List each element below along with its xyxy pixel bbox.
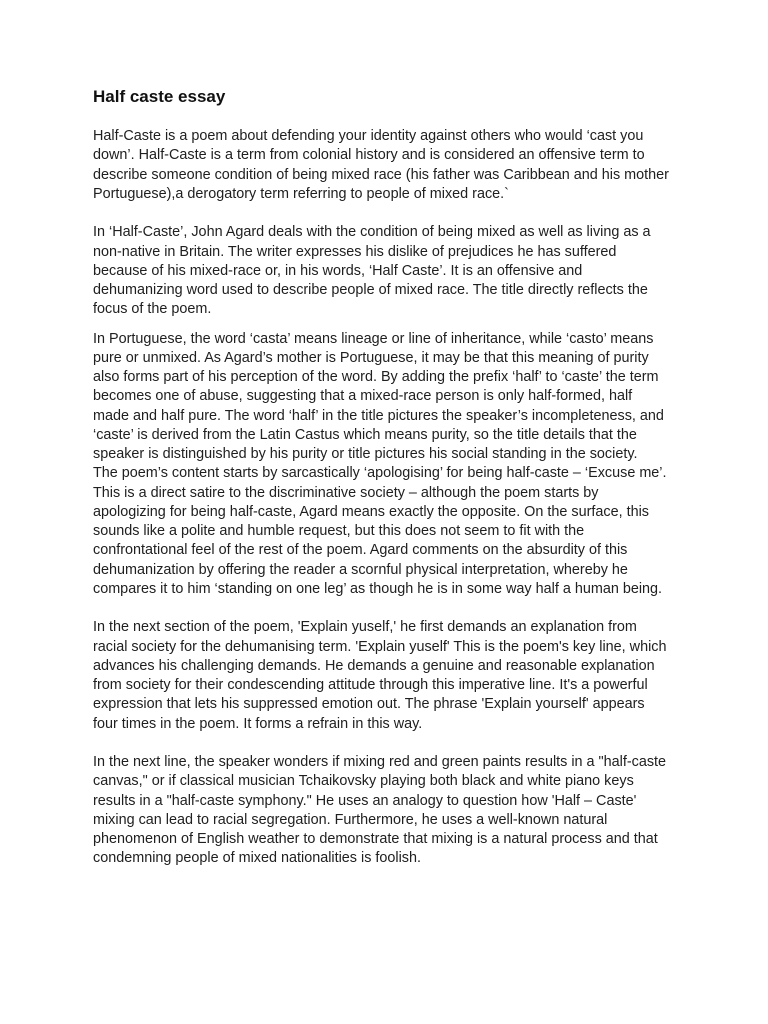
paragraph-agard-condition: In ‘Half-Caste’, John Agard deals with the condition of being mixed as well as living as a non-native in Britain. The writer expresses his dislike of prejudices he has suffered because of his mixed-race or, in his words, ‘Half Caste’. It is an offensive and dehumanizing word used to describe people of mixed race. The title directly reflects the focus of the poem. <box>93 224 651 318</box>
document-title: Half caste essay <box>93 87 226 106</box>
paragraph-poem-content: The poem’s content starts by sarcastically ‘apologising’ for being half-caste – ‘Excuse me’. This is a direct satire to the discriminative society – although the poem starts by apologizing for being half-caste, Agard means exactly the opposite. On the surface, this sounds like a polite and humble request, but this does not seem to fit with the confrontational feel of the rest of the poem. Agard comments on the absurdity of this dehumanization by offering the reader a scornful physical interpretation, whereby he compares it to him ‘standing on one leg’ as though he is in some way half a human being. <box>93 465 667 597</box>
paragraph-intro: Half-Caste is a poem about defending your identity against others who would ‘cast you down’. Half-Caste is a term from colonial history and is considered an offensive term to describe someone condition of being mixed race (his father was Caribbean and his mother Portuguese),a derogatory term referring to people of mixed race.` <box>93 128 669 202</box>
document-page <box>93 86 671 869</box>
paragraph-mixing-analogy: In the next line, the speaker wonders if mixing red and green paints results in a "half-caste canvas," or if classical musician Tchaikovsky playing both black and white piano keys results in a "half-caste symphony." He uses an analogy to question how 'Half – Caste' mixing can lead to racial segregation. Furthermore, he uses a well-known natural phenomenon of English weather to demonstrate that mixing is a natural process and that condemning people of mixed nationalities is foolish. <box>93 754 667 867</box>
paragraph-portuguese-meaning: In Portuguese, the word ‘casta’ means lineage or line of inheritance, while ‘casto’ means pure or unmixed. As Agard’s mother is Portuguese, it may be that this meaning of purity also forms part of his perception of the word. By adding the prefix ‘half’ to ‘caste’ the term becomes one of abuse, suggesting that a mixed-race person is only half-formed, half made and half pure. The word ‘half’ in the title pictures the speaker’s incompleteness, and ‘caste’ is derived from the Latin Castus which means purity, so the title details that the speaker is distinguished by his purity or title pictures his social standing in the society. <box>93 330 664 462</box>
paragraph-explain-yuself: In the next section of the poem, 'Explain yuself,' he first demands an explanation from racial society for the dehumanising term. 'Explain yuself' This is the poem's key line, which advances his challenging demands. He demands a genuine and reasonable explanation from society for their condescending attitude through this imperative line. It's a powerful expression that lets his suppressed emotion out. The phrase 'Explain yourself' appears four times in the poem. It forms a refrain in this way. <box>93 619 667 732</box>
document-body <box>93 127 671 869</box>
